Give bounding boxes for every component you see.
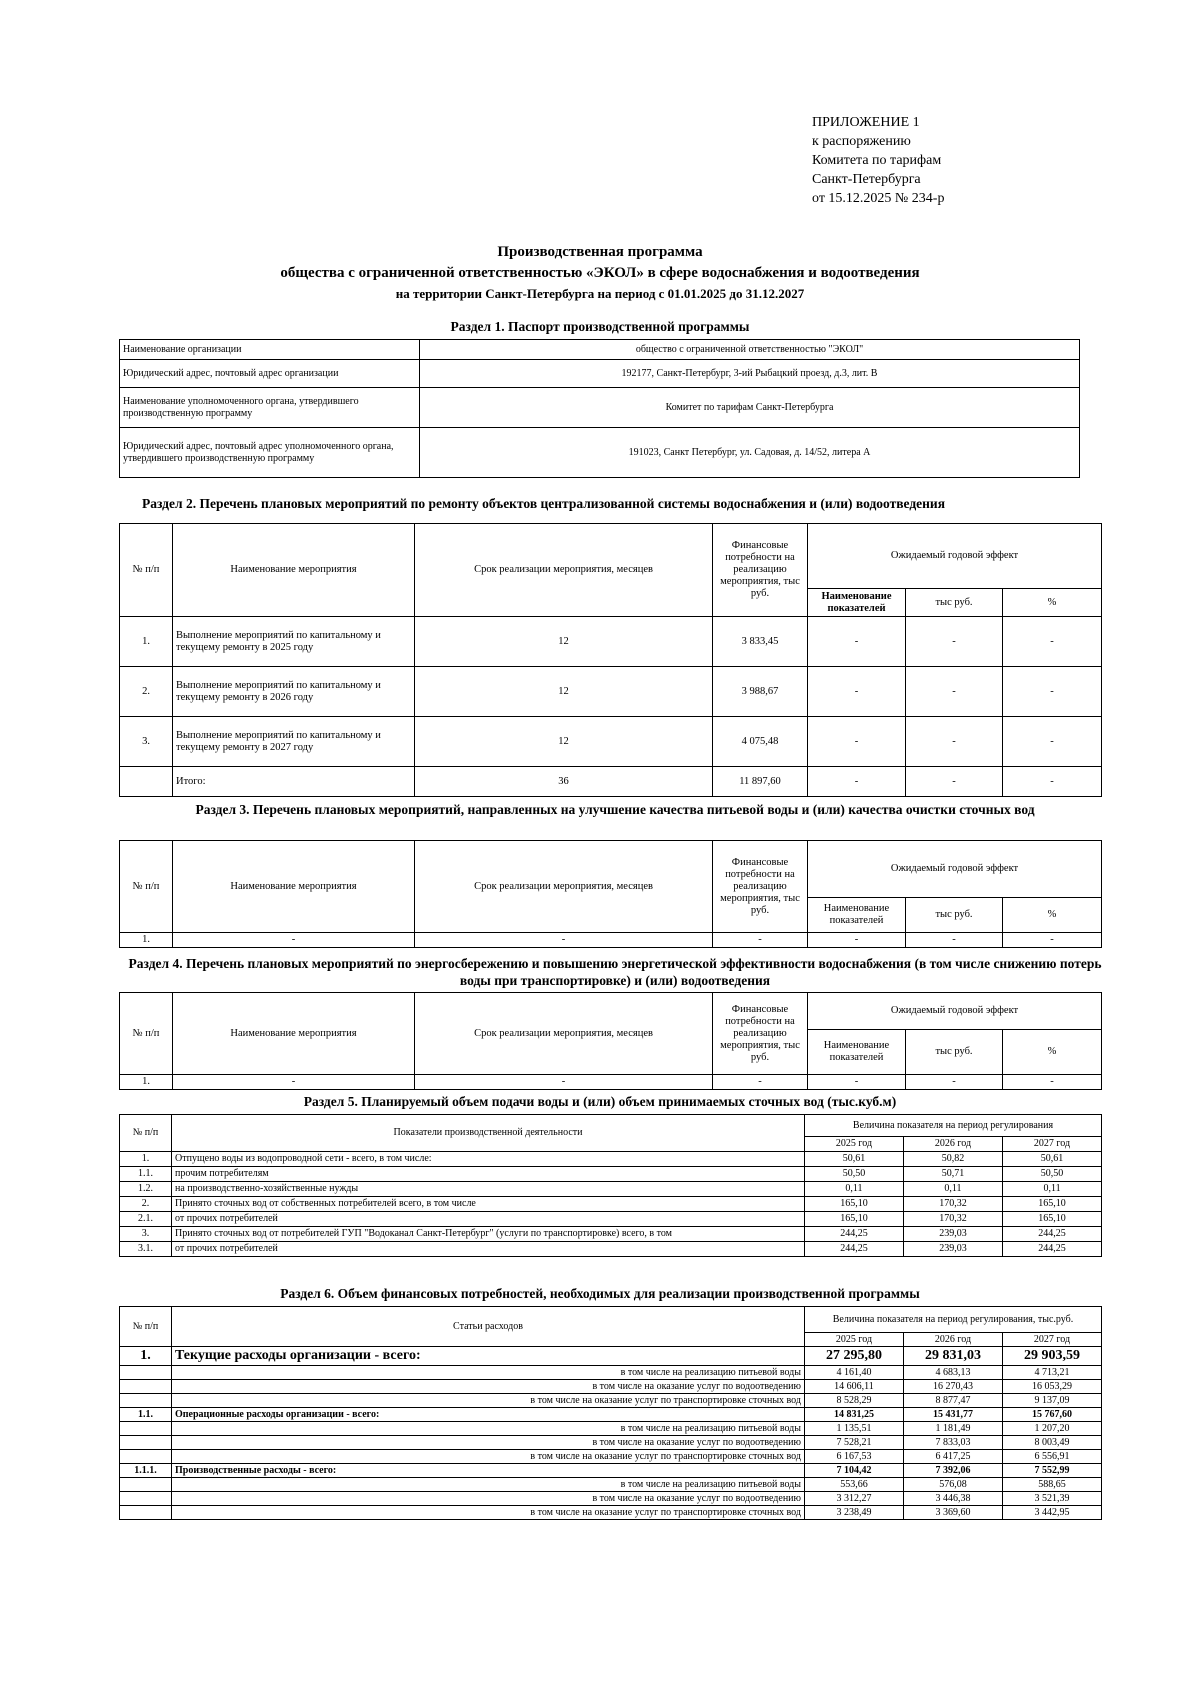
col-items: Статьи расходов [172,1307,805,1347]
table-row [120,1197,1102,1212]
cell-term: - [415,1075,713,1090]
cell-num: 1. [120,1347,172,1366]
col-pct: % [1003,589,1102,617]
cell-name: - [173,1075,415,1090]
cell-num: 3. [120,1227,172,1242]
cell-value: 7 104,42 [805,1464,904,1478]
cell-fin: 3 988,67 [713,667,808,717]
appendix-line: Санкт-Петербурга [812,172,921,187]
cell-name: Принято сточных вод от потребителей ГУП "Водоканал Санкт-Петербург" (услуги по транспортировке) всего, в том [172,1227,805,1242]
cell-value: 0,11 [1003,1182,1102,1197]
table-row [120,1422,1102,1436]
cell-value: 244,25 [805,1242,904,1257]
finance-table [119,1306,1102,1520]
table-row [120,1408,1102,1422]
section5-heading: Раздел 5. Планируемый объем подачи воды и (или) объем принимаемых сточных вод (тыс.куб.м) [303,1094,897,1109]
table-row [120,1506,1102,1520]
table-row [120,1464,1102,1478]
doc-title: Производственная программа [497,244,703,260]
cell-value: 3 446,38 [904,1492,1003,1506]
cell-value: 27 295,80 [805,1347,904,1366]
table-row [120,667,1102,717]
cell-value: 244,25 [1003,1227,1102,1242]
cell-num [120,1478,172,1492]
cell-num: 1. [120,617,173,667]
cell-rub: - [906,617,1003,667]
cell-num: 1.2. [120,1182,172,1197]
cell-name: в том числе на реализацию питьевой воды [172,1366,805,1380]
col-year: 2025 год [805,1333,904,1347]
table-row [120,1075,1102,1090]
col-num: № п/п [120,841,173,933]
cell-num: 1.1. [120,1167,172,1182]
cell-value: 15 431,77 [904,1408,1003,1422]
col-rub: тыс руб. [906,1030,1003,1075]
cell-value: 50,61 [1003,1152,1102,1167]
cell-term: 12 [415,617,713,667]
col-value: Величина показателя на период регулирования [805,1115,1102,1137]
col-term: Срок реализации мероприятия, месяцев [415,524,713,617]
cell-ind: - [808,617,906,667]
col-num: № п/п [120,1115,172,1152]
col-effect: Ожидаемый годовой эффект [808,841,1102,898]
cell-ind: - [808,1075,906,1090]
table-row [120,1182,1102,1197]
col-rub: тыс руб. [906,589,1003,617]
appendix-line: от 15.12.2025 № 234-р [812,191,945,206]
cell-value: 588,65 [1003,1478,1102,1492]
cell-value: 1 135,51 [805,1422,904,1436]
cell-value: 170,32 [904,1197,1003,1212]
col-name: Наименование мероприятия [173,993,415,1075]
col-name: Наименование мероприятия [173,524,415,617]
col-num: № п/п [120,524,173,617]
col-num: № п/п [120,993,173,1075]
cell-name: в том числе на реализацию питьевой воды [172,1422,805,1436]
col-name: Наименование мероприятия [173,841,415,933]
cell-name: от прочих потребителей [172,1242,805,1257]
cell-value: 244,25 [1003,1242,1102,1257]
cell-term: 36 [415,767,713,797]
table-row [120,1394,1102,1408]
cell-name: Принято сточных вод от собственных потребителей всего, в том числе [172,1197,805,1212]
cell-value: 50,71 [904,1167,1003,1182]
cell-name: прочим потребителям [172,1167,805,1182]
cell-value: 6 417,25 [904,1450,1003,1464]
table-row [120,717,1102,767]
passport-label: Наименование уполномоченного органа, утвердившего производственную программу [120,388,420,428]
cell-fin: 11 897,60 [713,767,808,797]
doc-period: на территории Санкт-Петербурга на период с 01.01.2025 до 31.12.2027 [395,286,805,301]
cell-value: 3 312,27 [805,1492,904,1506]
section3-heading: Раздел 3. Перечень плановых мероприятий, направленных на улучшение качества питьевой воды и (или) качества очистки сточных вод [195,802,1035,817]
cell-num [120,1492,172,1506]
cell-value: 1 207,20 [1003,1422,1102,1436]
cell-value: 576,08 [904,1478,1003,1492]
cell-value: 16 053,29 [1003,1380,1102,1394]
col-num: № п/п [120,1307,172,1347]
appendix-line: к распоряжению [812,134,911,149]
col-fin: Финансовые потребности на реализацию мероприятия, тыс руб. [713,993,808,1075]
cell-pct: - [1003,617,1102,667]
cell-num [120,1366,172,1380]
col-indicators: Наименование показателей [808,1030,906,1075]
cell-value: 8 877,47 [904,1394,1003,1408]
section6-heading: Раздел 6. Объем финансовых потребностей, необходимых для реализации производственной программы [280,1286,920,1301]
cell-num [120,1380,172,1394]
cell-value: 8 528,29 [805,1394,904,1408]
col-year: 2027 год [1003,1333,1102,1347]
cell-num [120,1506,172,1520]
cell-value: 9 137,09 [1003,1394,1102,1408]
cell-value: 50,50 [1003,1167,1102,1182]
table-row [120,1436,1102,1450]
cell-name: в том числе на оказание услуг по транспортировке сточных вод [172,1506,805,1520]
cell-value: 50,50 [805,1167,904,1182]
cell-fin: 4 075,48 [713,717,808,767]
passport-label: Юридический адрес, почтовый адрес организации [120,360,420,388]
table-row [120,1227,1102,1242]
col-effect: Ожидаемый годовой эффект [808,524,1102,589]
cell-name: Выполнение мероприятий по капитальному и текущему ремонту в 2026 году [173,667,415,717]
appendix-line: Комитета по тарифам [812,153,942,168]
cell-value: 7 552,99 [1003,1464,1102,1478]
cell-value: 3 369,60 [904,1506,1003,1520]
cell-num: 3.1. [120,1242,172,1257]
cell-value: 7 392,06 [904,1464,1003,1478]
table-row [120,1478,1102,1492]
table-row [120,1167,1102,1182]
cell-name: на производственно-хозяйственные нужды [172,1182,805,1197]
col-value: Величина показателя на период регулирования, тыс.руб. [805,1307,1102,1333]
cell-value: 50,82 [904,1152,1003,1167]
table-row [120,1242,1102,1257]
table-row [120,1212,1102,1227]
passport-label: Наименование организации [120,340,420,360]
cell-value: 14 606,11 [805,1380,904,1394]
cell-value: 4 161,40 [805,1366,904,1380]
cell-value: 15 767,60 [1003,1408,1102,1422]
cell-name: Выполнение мероприятий по капитальному и текущему ремонту в 2027 году [173,717,415,767]
section2-heading: Раздел 2. Перечень плановых мероприятий по ремонту объектов централизованной системы водоснабжения и (или) водоотведения [142,496,946,511]
col-term: Срок реализации мероприятия, месяцев [415,993,713,1075]
cell-term: - [415,933,713,948]
cell-name: в том числе на оказание услуг по транспортировке сточных вод [172,1394,805,1408]
cell-rub: - [906,667,1003,717]
col-indicators: Наименование показателей [808,898,906,933]
cell-value: 239,03 [904,1242,1003,1257]
cell-value: 7 833,03 [904,1436,1003,1450]
cell-pct: - [1003,667,1102,717]
passport-value: 191023, Санкт Петербург, ул. Садовая, д. 14/52, литера А [420,428,1080,478]
cell-rub: - [906,933,1003,948]
cell-num: 1. [120,1075,173,1090]
cell-value: 165,10 [805,1212,904,1227]
table-row [120,1152,1102,1167]
cell-num: 1.1.1. [120,1464,172,1478]
cell-term: 12 [415,717,713,767]
cell-num [120,767,173,797]
cell-value: 0,11 [904,1182,1003,1197]
cell-fin: - [713,1075,808,1090]
table-row [120,1492,1102,1506]
cell-value: 3 442,95 [1003,1506,1102,1520]
cell-value: 29 903,59 [1003,1347,1102,1366]
cell-rub: - [906,767,1003,797]
cell-fin: 3 833,45 [713,617,808,667]
cell-value: 14 831,25 [805,1408,904,1422]
cell-ind: - [808,667,906,717]
cell-pct: - [1003,717,1102,767]
cell-value: 239,03 [904,1227,1003,1242]
cell-num [120,1422,172,1436]
col-year: 2026 год [904,1137,1003,1152]
col-fin: Финансовые потребности на реализацию мероприятия, тыс руб. [713,524,808,617]
cell-value: 29 831,03 [904,1347,1003,1366]
cell-value: 244,25 [805,1227,904,1242]
cell-ind: - [808,933,906,948]
col-effect: Ожидаемый годовой эффект [808,993,1102,1030]
cell-value: 165,10 [1003,1212,1102,1227]
cell-value: 6 167,53 [805,1450,904,1464]
table-row [120,1450,1102,1464]
passport-value: 192177, Санкт-Петербург, 3-ий Рыбацкий проезд, д.3, лит. В [420,360,1080,388]
col-rub: тыс руб. [906,898,1003,933]
table-row [120,933,1102,948]
table-row [120,1380,1102,1394]
cell-name: Выполнение мероприятий по капитальному и текущему ремонту в 2025 году [173,617,415,667]
cell-rub: - [906,1075,1003,1090]
cell-fin: - [713,933,808,948]
cell-name: в том числе на реализацию питьевой воды [172,1478,805,1492]
passport-table [119,339,1080,478]
cell-name: Производственные расходы - всего: [172,1464,805,1478]
passport-value: Комитет по тарифам Санкт-Петербурга [420,388,1080,428]
cell-ind: - [808,717,906,767]
repair-table [119,523,1102,797]
cell-name: Текущие расходы организации - всего: [172,1347,805,1366]
col-pct: % [1003,898,1102,933]
table-row [120,1366,1102,1380]
cell-num: 1.1. [120,1408,172,1422]
col-year: 2027 год [1003,1137,1102,1152]
cell-num [120,1436,172,1450]
cell-value: 165,10 [805,1197,904,1212]
table-row [120,617,1102,667]
cell-pct: - [1003,933,1102,948]
cell-name: - [173,933,415,948]
cell-value: 3 238,49 [805,1506,904,1520]
col-year: 2025 год [805,1137,904,1152]
cell-value: 4 683,13 [904,1366,1003,1380]
cell-name: Итого: [173,767,415,797]
appendix-block [812,113,944,208]
cell-name: в том числе на оказание услуг по водоотведению [172,1492,805,1506]
cell-num: 3. [120,717,173,767]
table-row-total [120,1347,1102,1366]
cell-value: 1 181,49 [904,1422,1003,1436]
cell-name: в том числе на оказание услуг по водоотведению [172,1380,805,1394]
doc-subtitle: общества с ограниченной ответственностью «ЭКОЛ» в сфере водоснабжения и водоотведения [280,265,920,281]
cell-value: 3 521,39 [1003,1492,1102,1506]
cell-num [120,1394,172,1408]
col-year: 2026 год [904,1333,1003,1347]
col-fin: Финансовые потребности на реализацию мероприятия, тыс руб. [713,841,808,933]
cell-name: Отпущено воды из водопроводной сети - всего, в том числе: [172,1152,805,1167]
col-indicator: Показатели производственной деятельности [172,1115,805,1152]
cell-value: 6 556,91 [1003,1450,1102,1464]
cell-ind: - [808,767,906,797]
cell-rub: - [906,717,1003,767]
cell-value: 165,10 [1003,1197,1102,1212]
appendix-line: ПРИЛОЖЕНИЕ 1 [812,115,920,130]
cell-term: 12 [415,667,713,717]
table-row-total [120,767,1102,797]
cell-name: в том числе на оказание услуг по транспортировке сточных вод [172,1450,805,1464]
section4-heading: Раздел 4. Перечень плановых мероприятий по энергосбережению и повышению энергетической эффективности водоснабжения (в том числе снижению потерь воды при транспортировке) и (или) водоотведения [128,956,1102,988]
cell-num: 1. [120,933,173,948]
passport-value: общество с ограниченной ответственностью "ЭКОЛ" [420,340,1080,360]
cell-name: от прочих потребителей [172,1212,805,1227]
cell-num: 2. [120,667,173,717]
section1-heading: Раздел 1. Паспорт производственной программы [450,319,750,334]
cell-value: 8 003,49 [1003,1436,1102,1450]
cell-pct: - [1003,1075,1102,1090]
energy-table [119,992,1102,1090]
cell-value: 16 270,43 [904,1380,1003,1394]
cell-num: 1. [120,1152,172,1167]
cell-name: в том числе на оказание услуг по водоотведению [172,1436,805,1450]
cell-value: 7 528,21 [805,1436,904,1450]
cell-num: 2.1. [120,1212,172,1227]
cell-name: Операционные расходы организации - всего: [172,1408,805,1422]
cell-value: 50,61 [805,1152,904,1167]
col-indicators: Наименование показателей [808,589,906,617]
col-term: Срок реализации мероприятия, месяцев [415,841,713,933]
cell-num [120,1450,172,1464]
cell-value: 170,32 [904,1212,1003,1227]
cell-num: 2. [120,1197,172,1212]
col-pct: % [1003,1030,1102,1075]
cell-value: 553,66 [805,1478,904,1492]
passport-label: Юридический адрес, почтовый адрес уполномоченного органа, утвердившего производственную программу [120,428,420,478]
cell-value: 4 713,21 [1003,1366,1102,1380]
volume-table [119,1114,1102,1257]
cell-value: 0,11 [805,1182,904,1197]
quality-table [119,840,1102,948]
cell-pct: - [1003,767,1102,797]
